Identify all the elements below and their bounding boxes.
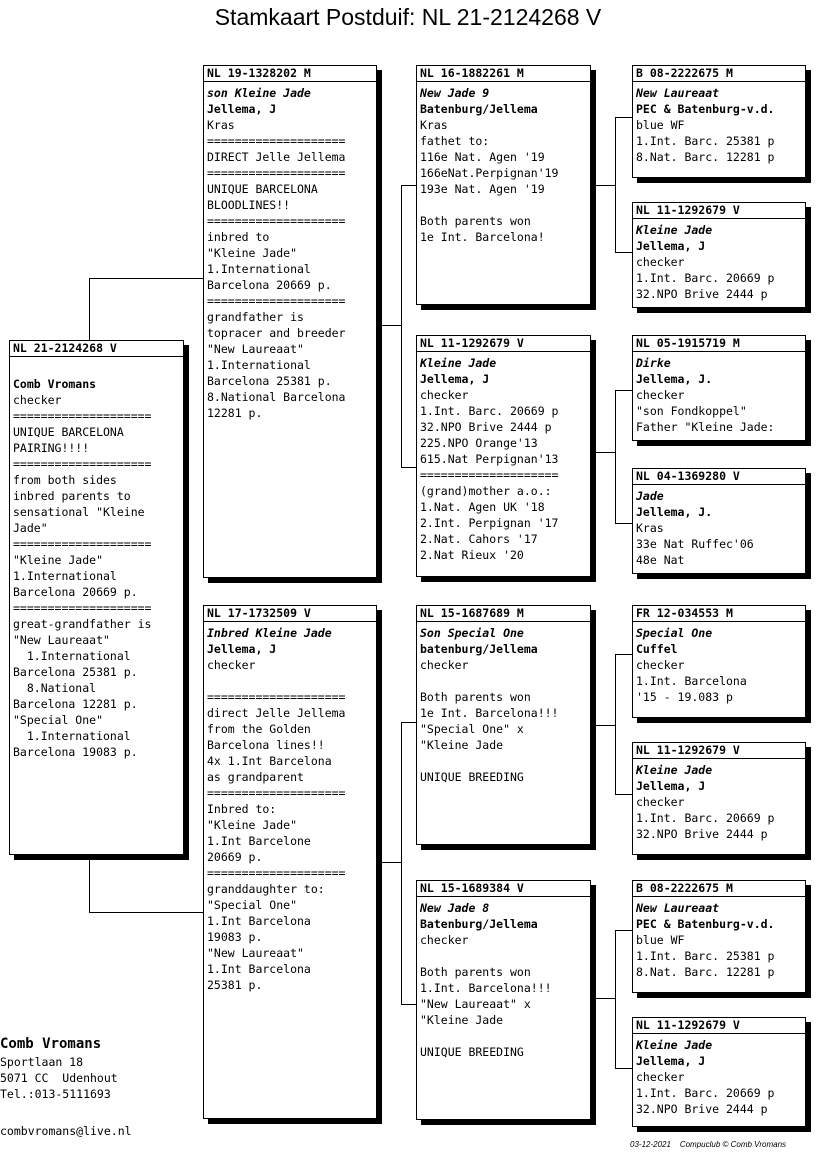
info-line: "Kleine Jade": [207, 246, 298, 260]
pigeon-name: New Laureaat: [636, 86, 720, 100]
pigeon-card-dam-sire-dam: [632, 742, 806, 855]
pigeon-card-dam-dam-dam: [632, 1017, 806, 1127]
breeder-name: Cuffel: [636, 642, 678, 656]
connector-line: [615, 117, 632, 118]
pigeon-card-dam: [203, 605, 377, 1119]
pigeon-card-subject: [9, 340, 184, 855]
info-line: Barcelona 20669 p.: [207, 278, 332, 292]
connector-line: [615, 654, 632, 655]
info-line: UNIQUE BARCELONA: [207, 182, 318, 196]
ring-number: NL 11-1292679 V: [633, 743, 805, 759]
info-line: 2.Nat Rieux '20: [420, 548, 524, 562]
info-line: inbred parents to: [13, 489, 131, 503]
info-line: checker: [13, 393, 62, 407]
info-line: Barcelona 20669 p.: [13, 585, 138, 599]
breeder-name: Batenburg/Jellema: [420, 102, 538, 116]
connector-line: [615, 390, 632, 391]
pigeon-card-sire-sire-sire: [632, 65, 806, 178]
info-line: 32.NPO Brive 2444 p: [636, 827, 768, 841]
pigeon-name: Son Special One: [420, 626, 524, 640]
info-line: Both parents won: [420, 690, 531, 704]
pigeon-name: Kleine Jade: [420, 356, 497, 370]
info-line: 1.Int. Barc. 20669 p: [636, 1086, 775, 1100]
connector-line: [615, 930, 632, 931]
connector-line: [615, 390, 616, 523]
connector-line: [615, 252, 632, 253]
breeder-name: Jellema, J: [207, 102, 277, 116]
pigeon-card-sire-sire: [416, 65, 591, 305]
info-line: 1.Int. Barc. 20669 p: [636, 271, 775, 285]
breeder-name: PEC & Batenburg-v.d.: [636, 917, 775, 931]
info-line: "Special One" x: [420, 722, 524, 736]
card-body: [204, 82, 376, 421]
ring-number: NL 05-1915719 M: [633, 336, 805, 352]
info-line: UNIQUE BREEDING: [420, 770, 524, 784]
card-body: [633, 897, 805, 980]
info-line: UNIQUE BARCELONA: [13, 425, 124, 439]
info-line: 1.Nat. Agen UK '18: [420, 500, 545, 514]
info-line: Both parents won: [420, 214, 531, 228]
info-line: checker: [420, 388, 469, 402]
info-line: [207, 673, 376, 689]
card-body: [633, 219, 805, 302]
info-line: checker: [636, 658, 685, 672]
pigeon-card-sire-sire-dam: [632, 202, 806, 308]
owner-email: combvromans@live.nl: [0, 1124, 132, 1138]
card-body: [633, 1034, 805, 1117]
pigeon-name: Kleine Jade: [636, 763, 713, 777]
info-line: Inbred to:: [207, 802, 277, 816]
info-line: ====================: [207, 786, 346, 800]
info-line: 615.Nat Perpignan'13: [420, 452, 559, 466]
info-line: "Kleine Jade": [13, 553, 104, 567]
info-line: Kras: [207, 118, 235, 132]
ring-number: B 08-2222675 M: [633, 66, 805, 82]
connector-line: [89, 278, 90, 340]
breeder-name: Jellema, J: [207, 642, 277, 656]
info-line: 32.NPO Brive 2444 p: [636, 1102, 768, 1116]
card-body: [633, 759, 805, 842]
connector-line: [615, 654, 616, 794]
info-line: ====================: [13, 537, 152, 551]
connector-line: [382, 862, 402, 863]
info-line: ====================: [207, 690, 346, 704]
info-line: 1.International: [13, 649, 131, 663]
info-line: [420, 1028, 590, 1044]
card-body: [417, 622, 590, 785]
info-line: Barcelona lines!!: [207, 738, 325, 752]
info-line: ====================: [207, 214, 346, 228]
info-line: blue WF: [636, 118, 685, 132]
info-line: 1.Int. Barc. 20669 p: [420, 404, 559, 418]
owner-name: Comb Vromans: [0, 1036, 102, 1052]
ring-number: NL 17-1732509 V: [204, 606, 376, 622]
card-body: [417, 897, 590, 1060]
card-body: [633, 622, 805, 705]
info-line: ====================: [207, 294, 346, 308]
pigeon-name: Jade: [636, 489, 664, 503]
info-line: checker: [636, 1070, 685, 1084]
connector-line: [401, 722, 402, 1004]
ring-number: NL 11-1292679 V: [633, 1018, 805, 1034]
info-line: 225.NPO Orange'13: [420, 436, 538, 450]
info-line: Kras: [420, 118, 448, 132]
info-line: 1.Int. Barc. 20669 p: [636, 811, 775, 825]
info-line: 4x 1.Int Barcelona: [207, 754, 332, 768]
pigeon-name: New Jade 8: [420, 901, 490, 915]
owner-address-street: Sportlaan 18: [0, 1055, 84, 1069]
info-line: 1.International: [207, 262, 311, 276]
card-body: [10, 357, 183, 760]
breeder-name: Jellema, J.: [636, 372, 713, 386]
info-line: fathet to:: [420, 134, 490, 148]
info-line: PAIRING!!!!: [13, 441, 90, 455]
info-line: Jade": [13, 521, 48, 535]
info-line: 1e Int. Barcelona!: [420, 230, 545, 244]
info-line: BLOODLINES!!: [207, 198, 291, 212]
info-line: 1.Int. Barc. 25381 p: [636, 949, 775, 963]
breeder-name: Jellema, J: [420, 372, 490, 386]
info-line: 32.NPO Brive 2444 p: [420, 420, 552, 434]
pigeon-name: Kleine Jade: [636, 1038, 713, 1052]
info-line: 1.International: [13, 569, 117, 583]
info-line: 8.National Barcelona: [207, 390, 346, 404]
ring-number: FR 12-034553 M: [633, 606, 805, 622]
info-line: ====================: [207, 134, 346, 148]
pigeon-card-sire-dam: [416, 335, 591, 577]
info-line: checker: [636, 255, 685, 269]
pigeon-card-sire: [203, 65, 377, 578]
info-line: [420, 948, 590, 964]
info-line: 32.NPO Brive 2444 p: [636, 287, 768, 301]
connector-line: [596, 185, 616, 186]
card-body: [633, 82, 805, 165]
ring-number: NL 19-1328202 M: [204, 66, 376, 82]
pigeon-name: Special One: [636, 626, 713, 640]
info-line: ====================: [13, 457, 152, 471]
info-line: ====================: [420, 468, 559, 482]
info-line: 20669 p.: [207, 850, 263, 864]
info-line: checker: [636, 795, 685, 809]
connector-line: [615, 1068, 632, 1069]
footer-credit: 03-12-2021 Compuclub © Comb Vromans: [630, 1140, 787, 1149]
info-line: "New Laureaat": [13, 633, 110, 647]
pigeon-card-dam-sire: [416, 605, 591, 845]
info-line: [420, 197, 590, 213]
ring-number: NL 15-1687689 M: [417, 606, 590, 622]
page-title: Stamkaart Postduif: NL 21-2124268 V: [214, 4, 602, 30]
info-line: ====================: [13, 409, 152, 423]
info-line: Barcelona 12281 p.: [13, 697, 138, 711]
connector-line: [401, 185, 417, 186]
info-line: DIRECT Jelle Jellema: [207, 150, 346, 164]
info-line: great-grandfather is: [13, 617, 152, 631]
info-line: granddaughter to:: [207, 882, 325, 896]
info-line: ====================: [13, 601, 152, 615]
breeder-name: Jellema, J: [636, 1054, 706, 1068]
owner-phone: Tel.:013-5111693: [0, 1087, 111, 1101]
info-line: grandfather is: [207, 310, 304, 324]
info-line: 1.Int. Barcelona!!!: [420, 981, 552, 995]
info-line: topracer and breeder: [207, 326, 346, 340]
info-line: 1.Int Barcelona: [207, 914, 311, 928]
pigeon-card-sire-dam-sire: [632, 335, 806, 441]
info-line: 48e Nat: [636, 553, 685, 567]
connector-line: [89, 278, 204, 279]
pigeon-name: New Jade 9: [420, 86, 490, 100]
card-body: [417, 352, 590, 563]
connector-line: [615, 117, 616, 252]
info-line: 1.International: [207, 358, 311, 372]
info-line: "Kleine Jade: [420, 738, 504, 752]
ring-number: NL 16-1882261 M: [417, 66, 590, 82]
connector-line: [382, 325, 402, 326]
info-line: direct Jelle Jellema: [207, 706, 346, 720]
info-line: 1.International: [13, 729, 131, 743]
breeder-name: Jellema, J.: [636, 505, 713, 519]
info-line: Barcelona 19083 p.: [13, 745, 138, 759]
breeder-name: PEC & Batenburg-v.d.: [636, 102, 775, 116]
card-body: [417, 82, 590, 245]
pigeon-card-dam-dam: [416, 880, 591, 1120]
ring-number: NL 15-1689384 V: [417, 881, 590, 897]
info-line: 2.Int. Perpignan '17: [420, 516, 559, 530]
info-line: 8.Nat. Barc. 12281 p: [636, 965, 775, 979]
info-line: [420, 673, 590, 689]
info-line: "Special One": [207, 898, 298, 912]
info-line: 1.Int. Barc. 25381 p: [636, 134, 775, 148]
info-line: 8.National: [13, 681, 97, 695]
pigeon-name: Inbred Kleine Jade: [207, 626, 332, 640]
info-line: inbred to: [207, 230, 270, 244]
ring-number: NL 04-1369280 V: [633, 469, 805, 485]
breeder-name: Comb Vromans: [13, 377, 97, 391]
info-line: 1.Int Barcelone: [207, 834, 311, 848]
info-line: checker: [420, 933, 469, 947]
info-line: checker: [207, 658, 256, 672]
owner-address-city: 5071 CC Udenhout: [0, 1071, 118, 1085]
info-line: 116e Nat. Agen '19: [420, 150, 545, 164]
pigeon-card-dam-dam-sire: [632, 880, 806, 993]
info-line: UNIQUE BREEDING: [420, 1045, 524, 1059]
info-line: (grand)mother a.o.:: [420, 484, 552, 498]
breeder-name: Batenburg/Jellema: [420, 917, 538, 931]
connector-line: [401, 1004, 417, 1005]
info-line: 12281 p.: [207, 406, 263, 420]
pigeon-name: Kleine Jade: [636, 223, 713, 237]
info-line: Kras: [636, 521, 664, 535]
info-line: blue WF: [636, 933, 685, 947]
ring-number: NL 21-2124268 V: [10, 341, 183, 357]
connector-line: [89, 855, 90, 912]
pigeon-name: Dirke: [636, 356, 671, 370]
info-line: 193e Nat. Agen '19: [420, 182, 545, 196]
connector-line: [596, 998, 616, 999]
ring-number: NL 11-1292679 V: [417, 336, 590, 352]
breeder-name: Jellema, J: [636, 239, 706, 253]
ring-number: NL 11-1292679 V: [633, 203, 805, 219]
info-line: 1.Int Barcelona: [207, 962, 311, 976]
info-line: 33e Nat Ruffec'06: [636, 537, 754, 551]
connector-line: [401, 467, 417, 468]
info-line: "New Laureaat": [207, 342, 304, 356]
pigeon-name: son Kleine Jade: [207, 86, 311, 100]
card-body: [204, 622, 376, 993]
connector-line: [89, 912, 204, 913]
owner-info: [0, 1034, 118, 1102]
info-line: Barcelona 25381 p.: [207, 374, 332, 388]
info-line: "New Laureaat" x: [420, 997, 531, 1011]
info-line: "son Fondkoppel": [636, 404, 747, 418]
breeder-name: Jellema, J: [636, 779, 706, 793]
info-line: ====================: [207, 866, 346, 880]
info-line: '15 - 19.083 p: [636, 690, 733, 704]
info-line: [13, 360, 183, 376]
info-line: ====================: [207, 166, 346, 180]
info-line: checker: [636, 388, 685, 402]
info-line: [420, 753, 590, 769]
info-line: from the Golden: [207, 722, 311, 736]
connector-line: [596, 725, 616, 726]
pigeon-name: New Laureaat: [636, 901, 720, 915]
connector-line: [401, 185, 402, 467]
info-line: 25381 p.: [207, 978, 263, 992]
info-line: "Kleine Jade: [420, 1013, 504, 1027]
info-line: Barcelona 25381 p.: [13, 665, 138, 679]
info-line: checker: [420, 658, 469, 672]
card-body: [633, 485, 805, 568]
info-line: sensational "Kleine: [13, 505, 145, 519]
info-line: 2.Nat. Cahors '17: [420, 532, 538, 546]
info-line: "New Laureaat": [207, 946, 304, 960]
info-line: as grandparent: [207, 770, 304, 784]
pigeon-card-sire-dam-dam: [632, 468, 806, 574]
info-line: 1.Int. Barcelona: [636, 674, 747, 688]
connector-line: [615, 794, 632, 795]
info-line: from both sides: [13, 473, 117, 487]
info-line: "Kleine Jade": [207, 818, 298, 832]
info-line: 19083 p.: [207, 930, 263, 944]
connector-line: [615, 523, 632, 524]
breeder-name: batenburg/Jellema: [420, 642, 538, 656]
ring-number: B 08-2222675 M: [633, 881, 805, 897]
info-line: 166eNat.Perpignan'19: [420, 166, 559, 180]
connector-line: [401, 722, 417, 723]
info-line: 1e Int. Barcelona!!!: [420, 706, 559, 720]
info-line: Both parents won: [420, 965, 531, 979]
card-body: [633, 352, 805, 435]
pigeon-card-dam-sire-sire: [632, 605, 806, 718]
info-line: 8.Nat. Barc. 12281 p: [636, 150, 775, 164]
info-line: Father "Kleine Jade:: [636, 420, 775, 434]
info-line: "Special One": [13, 713, 104, 727]
connector-line: [615, 930, 616, 1068]
connector-line: [596, 452, 616, 453]
